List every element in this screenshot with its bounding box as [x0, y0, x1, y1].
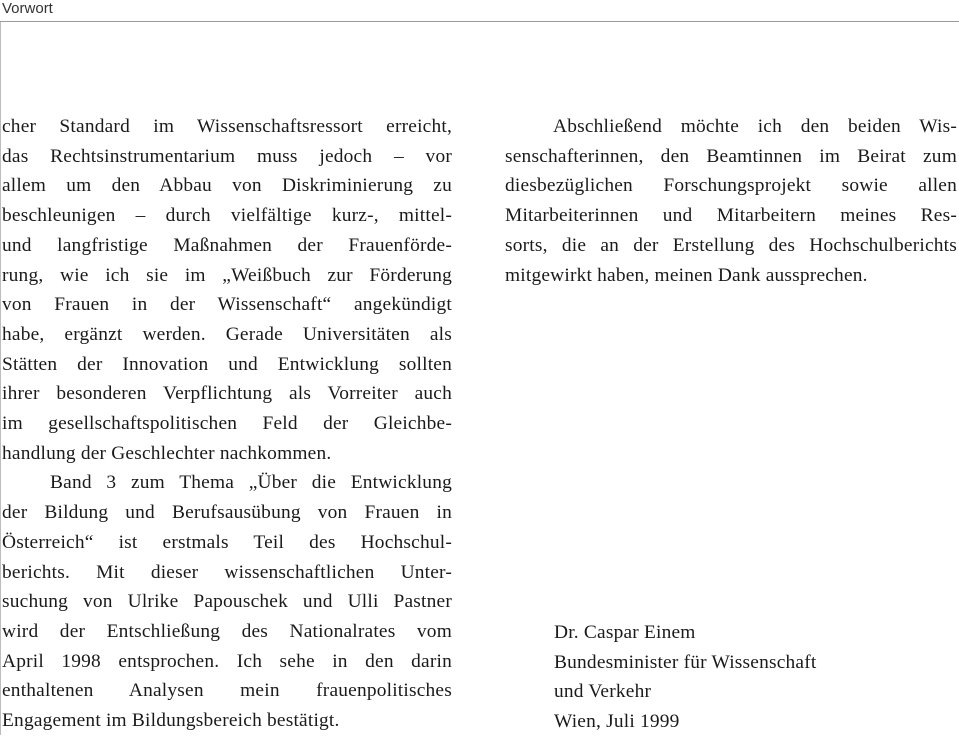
text-line: Mitarbeiterinnen und Mitarbeitern meines Res-: [505, 205, 957, 227]
text-line: Österreich“ ist erstmals Teil des Hochschul-: [2, 531, 452, 553]
place-and-date: Wien, Juli 1999: [554, 711, 680, 733]
text-line: von Frauen in der Wissenschaft“ angekündigt: [2, 294, 452, 316]
text-line: Engagement im Bildungsbereich bestätigt.: [2, 710, 340, 732]
text-line: cher Standard im Wissenschaftsressort erreicht,: [2, 116, 452, 137]
text-line: April 1998 entsprochen. Ich sehe in den darin: [2, 650, 452, 672]
text-line: diesbezüglichen Forschungsprojekt sowie allen: [505, 175, 957, 197]
text-line: allem um den Abbau von Diskriminierung zu: [2, 175, 452, 197]
signatory-title-line-1: Bundesminister für Wissenschaft: [554, 651, 817, 673]
text-line: mitgewirkt haben, meinen Dank aussprechen.: [505, 264, 868, 286]
text-line: sorts, die an der Erstellung des Hochschulberichts: [505, 234, 957, 256]
text-line: Abschließend möchte ich den beiden Wis-: [553, 116, 957, 137]
signatory-name: Dr. Caspar Einem: [554, 622, 696, 643]
text-line: der Bildung und Berufsausübung von Frauen in: [2, 502, 452, 524]
text-line: rung, wie ich sie im „Weißbuch zur Förderung: [2, 264, 452, 286]
text-line: Band 3 zum Thema „Über die Entwicklung: [50, 472, 452, 494]
right-paragraph-1: [505, 112, 957, 290]
text-line: enthaltenen Analysen mein frauenpolitisches: [2, 680, 452, 702]
text-line: Stätten der Innovation und Entwicklung sollten: [2, 353, 452, 375]
text-line: handlung der Geschlechter nachkommen.: [2, 442, 332, 464]
section-title: Vorwort: [2, 0, 53, 17]
text-line: im gesellschaftspolitischen Feld der Gleichbe-: [2, 413, 452, 435]
left-paragraph-1: [2, 112, 452, 468]
text-line: berichts. Mit dieser wissenschaftlichen Unter-: [2, 561, 452, 583]
text-line: ihrer besonderen Verpflichtung als Vorreiter auch: [2, 383, 452, 405]
signature-block: [554, 618, 816, 737]
text-line: das Rechtsinstrumentarium muss jedoch – vor: [2, 145, 452, 167]
page-header: [0, 0, 959, 22]
text-line: senschafterinnen, den Beamtinnen im Beirat zum: [505, 145, 957, 167]
page-frame-edge: [0, 22, 1, 735]
text-line: wird der Entschließung des Nationalrates vom: [2, 620, 452, 642]
text-line: beschleunigen – durch vielfältige kurz-, mittel-: [2, 205, 452, 227]
right-column: [505, 112, 957, 290]
text-line: habe, ergänzt werden. Gerade Universitäten als: [2, 323, 452, 345]
signatory-title-line-2: und Verkehr: [554, 681, 652, 703]
left-column: [2, 112, 452, 736]
text-line: suchung von Ulrike Papouschek und Ulli Pastner: [2, 591, 452, 613]
text-line: und langfristige Maßnahmen der Frauenförde-: [2, 234, 452, 256]
left-paragraph-2: [2, 468, 452, 735]
